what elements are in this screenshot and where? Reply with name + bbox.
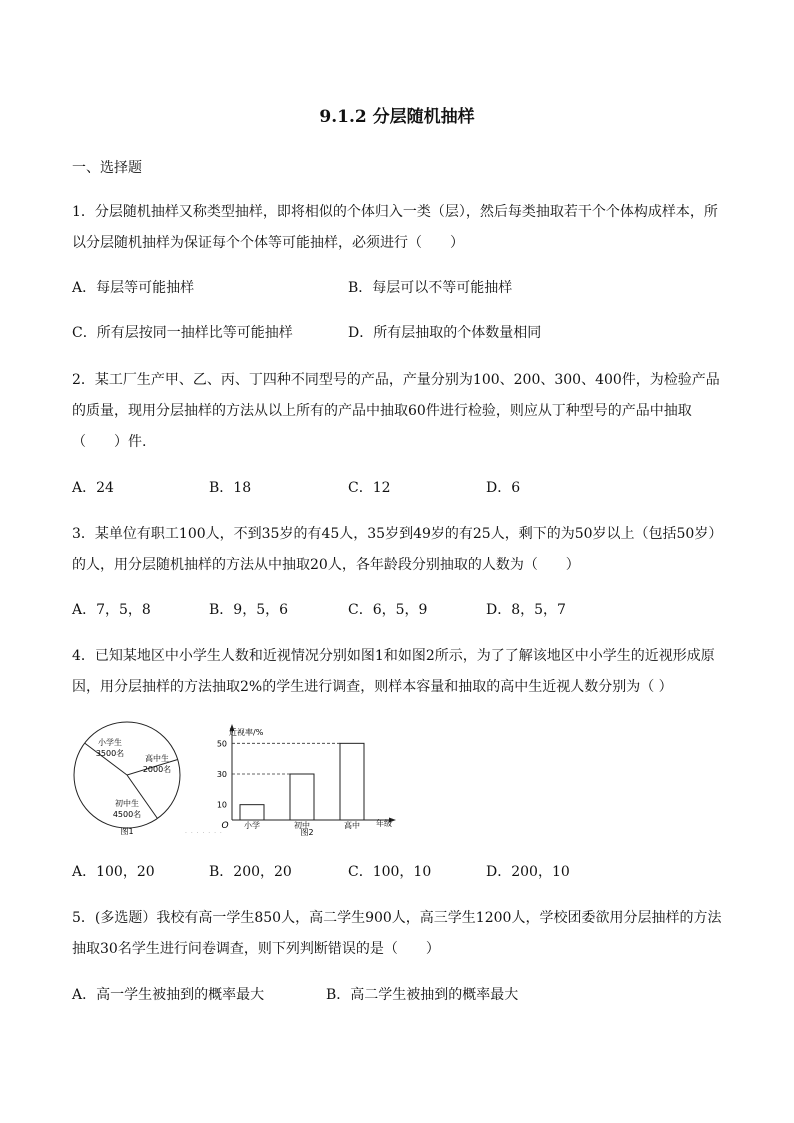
q5-stem-line2: 抽取30名学生进行问卷调查，则下列判断错误的是（ ） xyxy=(72,941,440,957)
pie-divider-3 xyxy=(85,743,127,775)
q2-option-a: A．24 xyxy=(72,480,114,496)
q1-option-c: C．所有层按同一抽样比等可能抽样 xyxy=(72,325,293,341)
bar-chart xyxy=(217,724,396,837)
q3-option-b: B．9，5，6 xyxy=(209,602,289,618)
bar-3 xyxy=(340,743,364,820)
bar-2 xyxy=(290,774,314,820)
q1-option-b: B．每层可以不等可能抽样 xyxy=(348,280,513,296)
pie-value-high: 2000名 xyxy=(142,765,172,774)
q1-option-d: D．所有层抽取的个体数量相同 xyxy=(348,325,542,341)
q2-stem-line2: 的质量，现用分层抽样的方法从以上所有的产品中抽取60件进行检验，则应从丁种型号的产品中抽取 xyxy=(72,403,692,419)
q5-option-b: B．高二学生被抽到的概率最大 xyxy=(326,987,519,1003)
pie-value-middle: 4500名 xyxy=(112,810,142,819)
q2-option-b: B．18 xyxy=(209,480,252,496)
x-tick-label: 小学 xyxy=(244,821,260,830)
section-heading: 一、选择题 xyxy=(72,160,142,176)
dotted-separator: · · · · · · · xyxy=(185,830,223,837)
pie-label-primary: 小学生 xyxy=(98,738,122,747)
x-tick-label: 初中 xyxy=(294,821,310,830)
q3-option-c: C．6，5，9 xyxy=(348,602,428,618)
q3-stem-line1: 3．某单位有职工100人，不到35岁的有45人，35岁到49岁的有25人，剩下的为50岁以上（包括50岁） xyxy=(72,526,723,542)
origin-label: O xyxy=(221,821,229,831)
bar-1 xyxy=(240,805,264,820)
bar-caption: 图2 xyxy=(300,828,314,837)
q1-stem-line2: 以分层随机抽样为保证每个个体等可能抽样，必须进行（ ） xyxy=(72,235,464,251)
y-tick-label: 10 xyxy=(216,800,227,810)
q4-option-c: C．100，10 xyxy=(348,864,432,880)
q2-stem-line1: 2．某工厂生产甲、乙、丙、丁四种不同型号的产品，产量分别为100、200、300、400件，为检验产品 xyxy=(72,372,720,388)
pie-caption: 图1 xyxy=(120,827,134,836)
q3-stem-line2: 的人，用分层随机抽样的方法从中抽取20人，各年龄段分别抽取的人数为（ ） xyxy=(72,557,580,573)
y-axis-label: 近视率/% xyxy=(229,728,264,737)
pie-label-middle: 初中生 xyxy=(115,799,139,808)
q4-option-a: A．100，20 xyxy=(72,864,155,880)
q2-stem-line3: （ ）件. xyxy=(72,434,147,450)
x-tick-label: 高中 xyxy=(344,821,360,830)
q3-option-a: A．7，5，8 xyxy=(72,602,151,618)
page-title: 9.1.2 分层随机抽样 xyxy=(319,107,475,127)
q1-option-a: A．每层等可能抽样 xyxy=(72,280,195,296)
q4-option-d: D．200，10 xyxy=(486,864,570,880)
q5-option-a: A．高一学生被抽到的概率最大 xyxy=(72,987,265,1003)
x-axis-label: 年级 xyxy=(376,819,392,828)
q1-stem-line1: 1．分层随机抽样又称类型抽样，即将相似的个体归入一类（层），然后每类抽取若干个个体构成样本，所 xyxy=(72,204,718,220)
q3-option-d: D．8，5，7 xyxy=(486,602,566,618)
y-tick-label: 30 xyxy=(216,770,227,779)
pie-chart xyxy=(74,722,180,836)
pie-label-high: 高中生 xyxy=(145,754,169,763)
y-tick-label: 50 xyxy=(216,739,227,749)
q2-option-d: D．6 xyxy=(486,480,521,496)
q4-stem-line1: 4．已知某地区中小学生人数和近视情况分别如图1和如图2所示，为了了解该地区中小学生的近视形成原 xyxy=(72,648,715,664)
q4-stem-line2: 因，用分层抽样的方法抽取2%的学生进行调查，则样本容量和抽取的高中生近视人数分别为（ ） xyxy=(72,679,673,695)
q4-option-b: B．200，20 xyxy=(209,864,292,880)
pie-value-primary: 3500名 xyxy=(95,749,125,758)
q2-option-c: C．12 xyxy=(348,480,391,496)
q5-stem-line1: 5．(多选题）我校有高一学生850人，高二学生900人，高三学生1200人，学校团委欲用分层抽样的方法 xyxy=(72,910,722,926)
